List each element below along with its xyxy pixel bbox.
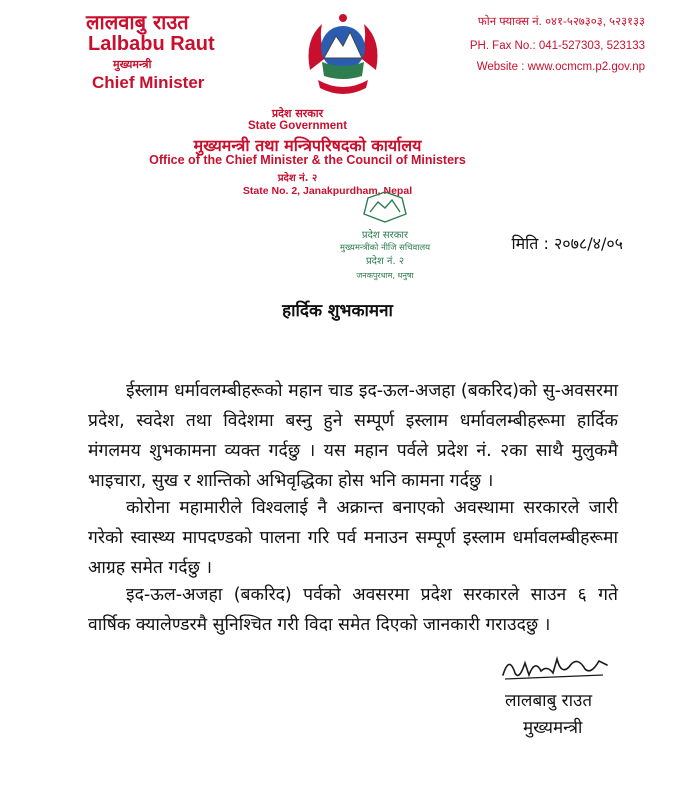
sender-title-nepali: मुख्यमन्त्री [113, 58, 152, 71]
signatory-title: मुख्यमन्त्री [523, 718, 583, 738]
address-english: State No. 2, Janakpurdham, Nepal [242, 185, 413, 197]
stamp-line-3: प्रदेश नं. २ [365, 256, 405, 267]
gov-nepali: प्रदेश सरकार [271, 107, 324, 120]
stamp-line-4: जनकपुरधाम, धनुषा [356, 271, 414, 280]
sender-name-english: Lalbabu Raut [88, 33, 215, 55]
stamp-line-1: प्रदेश सरकार [361, 230, 409, 241]
nepal-emblem-icon [300, 10, 386, 102]
letter-date: मिति : २०७८/४/०५ [511, 234, 623, 253]
contact-website: Website : www.ocmcm.p2.gov.np [476, 61, 645, 73]
stamp-line-2: मुख्यमन्त्रीको नीजि सचिवालय [339, 243, 431, 253]
office-name-english: Office of the Chief Minister & the Council of Ministers [149, 153, 466, 167]
signatory-name: लालबाबु राउत [505, 691, 593, 711]
body-paragraph-1: ईस्लाम धर्मावलम्बीहरूको महान चाड इद-ऊल-अजहा (बकरिद)को सु-अवसरमा प्रदेश, स्वदेश तथा विदेशमा बस्नु हुने सम्पूर्ण इस्लाम धर्मावलम्बीहरूमा हार्दिक मंगलमय शुभकामना व्यक्त गर्दछु । यस महान पर्वले प्रदेश नं. २का साथै मुलुकमै भाइचारा, सुख र शान्तिको अभिवृद्धिका होस भनि कामना गर्दछु । [88, 381, 618, 491]
sender-name-nepali: लालवाबु राउत [86, 10, 189, 34]
contact-phone-english: PH. Fax No.: 041-527303, 523133 [469, 40, 645, 52]
body-paragraph-2: कोरोना महामारीले विश्वलाई नै अक्रान्त बनाएको अवस्थामा सरकारले जारी गरेको स्वास्थ्य मापदण्डको पालना गरि पर्व मनाउन सम्पूर्ण इस्लाम धर्मावलम्बीहरूमा आग्रह समेत गर्दछु । [88, 498, 618, 578]
letter-heading: हार्दिक शुभकामना [282, 301, 393, 321]
office-name-nepali: मुख्यमन्त्री तथा मन्त्रिपरिषदको कार्यालय [193, 136, 422, 155]
handwritten-signature-icon [495, 645, 615, 689]
sender-title-english: Chief Minister [92, 73, 205, 92]
office-stamp-icon [330, 190, 440, 286]
body-paragraph-3: इद-ऊल-अजहा (बकरिद) पर्वको अवसरमा प्रदेश सरकारले साउन ६ गते वार्षिक क्यालेण्डरमै सुनिश्चित गरी विदा समेत दिएको जानकारी गराउदछु । [88, 585, 618, 635]
contact-phone-nepali: फोन फ्याक्स नं. ०४१-५२७३०३, ५२३१३३ [477, 16, 645, 28]
gov-english: State Government [247, 120, 348, 132]
province-nepali: प्रदेश नं. २ [277, 173, 318, 184]
